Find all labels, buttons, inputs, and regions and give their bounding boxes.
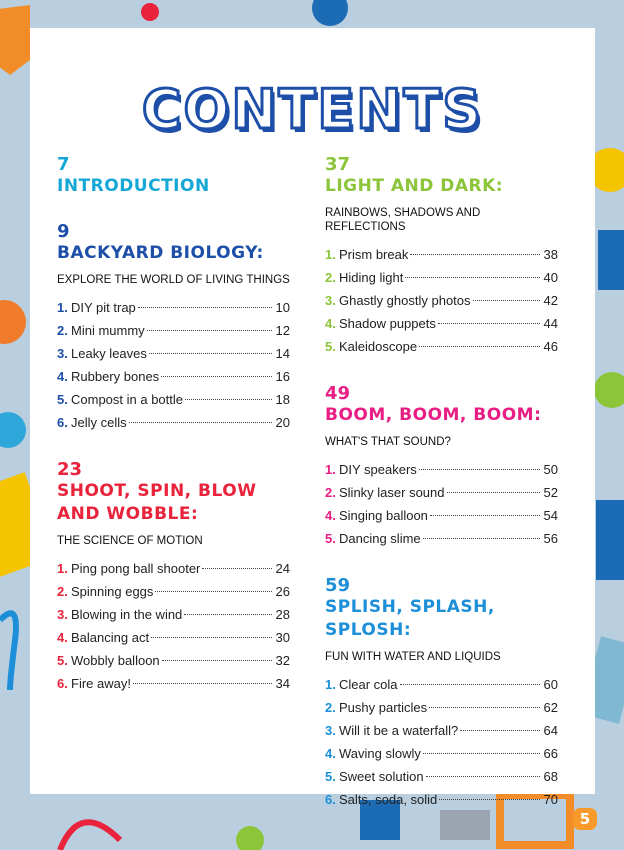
activity-number: 4. [57, 369, 68, 384]
dot-leader [133, 683, 272, 684]
activity-item[interactable] [325, 742, 558, 765]
section-heading[interactable]: INTRODUCTION [57, 176, 210, 196]
section-heading[interactable]: LIGHT AND DARK: [325, 176, 504, 196]
activity-page: 16 [275, 369, 290, 384]
section-page-number: 7 [57, 154, 70, 175]
activity-page: 44 [543, 316, 558, 331]
blue-block-icon [598, 230, 624, 290]
activity-title: Rubbery bones [71, 369, 160, 384]
activity-title: Ping pong ball shooter [71, 561, 201, 576]
activity-item[interactable] [325, 458, 558, 481]
activity-item[interactable] [57, 296, 290, 319]
section-backyard-biology [57, 222, 290, 434]
activity-item[interactable] [325, 673, 558, 696]
activity-item[interactable] [57, 557, 290, 580]
activity-title: Mini mummy [71, 323, 145, 338]
dot-leader [426, 776, 540, 777]
activity-item[interactable] [325, 243, 558, 266]
activity-item[interactable] [325, 335, 558, 358]
activity-item[interactable] [57, 580, 290, 603]
activity-item[interactable] [57, 672, 290, 695]
activity-item[interactable] [57, 342, 290, 365]
dot-leader [184, 614, 272, 615]
activity-title: Leaky leaves [71, 346, 147, 361]
dot-leader [423, 538, 540, 539]
dot-leader [149, 353, 272, 354]
activity-number: 1. [325, 677, 336, 692]
dot-leader [161, 376, 272, 377]
dot-leader [423, 753, 540, 754]
dot-leader [405, 277, 540, 278]
activity-item[interactable] [325, 504, 558, 527]
activity-item[interactable] [325, 765, 558, 788]
activity-item[interactable] [57, 603, 290, 626]
activity-number: 5. [57, 392, 68, 407]
dot-leader [438, 323, 540, 324]
activity-item[interactable] [325, 312, 558, 335]
section-heading-line-2[interactable]: SPLOSH: [325, 620, 412, 640]
activity-number: 2. [325, 270, 336, 285]
activity-number: 4. [325, 508, 336, 523]
activity-page: 18 [275, 392, 290, 407]
activity-page: 68 [543, 769, 558, 784]
activity-title: DIY pit trap [71, 300, 136, 315]
section-boom-boom-boom [325, 384, 558, 550]
activity-title: Hiding light [339, 270, 404, 285]
dot-leader [185, 399, 272, 400]
activity-page: 34 [275, 676, 290, 691]
section-page-number: 37 [325, 154, 351, 175]
activity-list [325, 458, 558, 550]
activity-number: 6. [57, 676, 68, 691]
activity-list [325, 673, 558, 811]
dot-leader [147, 330, 272, 331]
activity-page: 20 [275, 415, 290, 430]
activity-number: 3. [325, 723, 336, 738]
section-subtitle: THE SCIENCE OF MOTION [57, 535, 203, 547]
activity-number: 6. [325, 792, 336, 807]
dot-leader [430, 515, 540, 516]
activity-page: 32 [275, 653, 290, 668]
activity-title: Prism break [339, 247, 409, 262]
activity-number: 4. [325, 746, 336, 761]
activity-page: 38 [543, 247, 558, 262]
activity-page: 46 [543, 339, 558, 354]
activity-item[interactable] [57, 388, 290, 411]
activity-title: Jelly cells [71, 415, 127, 430]
activity-title: Fire away! [71, 676, 131, 691]
activity-item[interactable] [325, 527, 558, 550]
activity-page: 24 [275, 561, 290, 576]
activity-number: 2. [57, 584, 68, 599]
activity-page: 64 [543, 723, 558, 738]
red-dot-icon [141, 3, 159, 21]
activity-title: DIY speakers [339, 462, 417, 477]
activity-title: Balancing act [71, 630, 150, 645]
section-introduction [57, 155, 290, 198]
dot-leader [419, 346, 540, 347]
section-subtitle: EXPLORE THE WORLD OF LIVING THINGS [57, 274, 290, 286]
activity-page: 40 [543, 270, 558, 285]
activity-number: 1. [325, 247, 336, 262]
activity-item[interactable] [325, 788, 558, 811]
section-heading[interactable]: BOOM, BOOM, BOOM: [325, 405, 542, 425]
activity-page: 56 [543, 531, 558, 546]
dot-leader [419, 469, 540, 470]
activity-number: 5. [325, 339, 336, 354]
section-heading-line-2[interactable]: AND WOBBLE: [57, 504, 199, 524]
activity-title: Waving slowly [339, 746, 421, 761]
activity-title: Salts, soda, solid [339, 792, 438, 807]
activity-title: Shadow puppets [339, 316, 436, 331]
activity-page: 54 [543, 508, 558, 523]
section-heading-line-1[interactable]: SHOOT, SPIN, BLOW [57, 481, 257, 501]
activity-number: 5. [57, 653, 68, 668]
activity-number: 2. [325, 700, 336, 715]
activity-page: 30 [275, 630, 290, 645]
activity-number: 2. [57, 323, 68, 338]
section-page-number: 49 [325, 383, 351, 404]
activity-page: 12 [275, 323, 290, 338]
activity-title: Sweet solution [339, 769, 424, 784]
activity-title: Singing balloon [339, 508, 428, 523]
activity-item[interactable] [325, 719, 558, 742]
activity-item[interactable] [57, 365, 290, 388]
activity-item[interactable] [57, 626, 290, 649]
contents-panel [30, 28, 595, 807]
activity-item[interactable] [325, 289, 558, 312]
dot-leader [460, 730, 540, 731]
activity-page: 42 [543, 293, 558, 308]
activity-title: Will it be a waterfall? [339, 723, 459, 738]
section-subtitle: FUN WITH WATER AND LIQUIDS [325, 651, 501, 663]
activity-number: 6. [57, 415, 68, 430]
activity-page: 60 [543, 677, 558, 692]
dot-leader [439, 799, 540, 800]
activity-page: 52 [543, 485, 558, 500]
activity-number: 5. [325, 769, 336, 784]
activity-number: 3. [57, 346, 68, 361]
activity-item[interactable] [325, 481, 558, 504]
dot-leader [473, 300, 540, 301]
dot-leader [162, 660, 272, 661]
activity-list [325, 243, 558, 358]
activity-page: 70 [543, 792, 558, 807]
section-page-number: 23 [57, 459, 83, 480]
page-title: CONTENTS [141, 78, 484, 141]
activity-title: Spinning eggs [71, 584, 154, 599]
blue-card-icon [596, 500, 624, 580]
page-number-badge: 5 [573, 808, 597, 830]
activity-list [57, 557, 290, 695]
activity-item[interactable] [57, 649, 290, 672]
activity-number: 1. [57, 561, 68, 576]
section-heading[interactable]: BACKYARD BIOLOGY: [57, 243, 264, 263]
contents-left-column [57, 155, 290, 713]
activity-list [57, 296, 290, 434]
section-subtitle: WHAT'S THAT SOUND? [325, 436, 451, 448]
activity-number: 1. [325, 462, 336, 477]
dot-leader [151, 637, 272, 638]
activity-item[interactable] [57, 411, 290, 434]
dot-leader [155, 591, 272, 592]
section-motion [57, 460, 290, 695]
dot-leader [400, 684, 540, 685]
activity-title: Blowing in the wind [71, 607, 183, 622]
activity-page: 14 [275, 346, 290, 361]
activity-title: Ghastly ghostly photos [339, 293, 471, 308]
activity-title: Slinky laser sound [339, 485, 445, 500]
dot-leader [129, 422, 272, 423]
dot-leader [429, 707, 540, 708]
activity-title: Kaleidoscope [339, 339, 418, 354]
dot-leader [447, 492, 541, 493]
section-light-and-dark [325, 155, 558, 358]
activity-page: 50 [543, 462, 558, 477]
activity-page: 10 [275, 300, 290, 315]
dot-leader [138, 307, 272, 308]
activity-number: 5. [325, 531, 336, 546]
activity-item[interactable] [57, 319, 290, 342]
activity-title: Compost in a bottle [71, 392, 184, 407]
activity-item[interactable] [325, 266, 558, 289]
activity-title: Clear cola [339, 677, 398, 692]
section-page-number: 9 [57, 221, 70, 242]
activity-title: Dancing slime [339, 531, 421, 546]
activity-title: Pushy particles [339, 700, 428, 715]
activity-page: 62 [543, 700, 558, 715]
section-subtitle: RAINBOWS, SHADOWS AND REFLECTIONS [325, 207, 481, 233]
activity-number: 3. [57, 607, 68, 622]
activity-number: 4. [57, 630, 68, 645]
section-page-number: 59 [325, 575, 351, 596]
dot-leader [410, 254, 540, 255]
activity-page: 26 [275, 584, 290, 599]
activity-title: Wobbly balloon [71, 653, 160, 668]
activity-number: 1. [57, 300, 68, 315]
dot-leader [202, 568, 272, 569]
activity-page: 66 [543, 746, 558, 761]
activity-number: 2. [325, 485, 336, 500]
section-splish-splash-splosh [325, 576, 558, 811]
activity-number: 3. [325, 293, 336, 308]
activity-number: 4. [325, 316, 336, 331]
contents-right-column [325, 155, 558, 829]
section-heading-line-1[interactable]: SPLISH, SPLASH, [325, 597, 495, 617]
activity-page: 28 [275, 607, 290, 622]
activity-item[interactable] [325, 696, 558, 719]
